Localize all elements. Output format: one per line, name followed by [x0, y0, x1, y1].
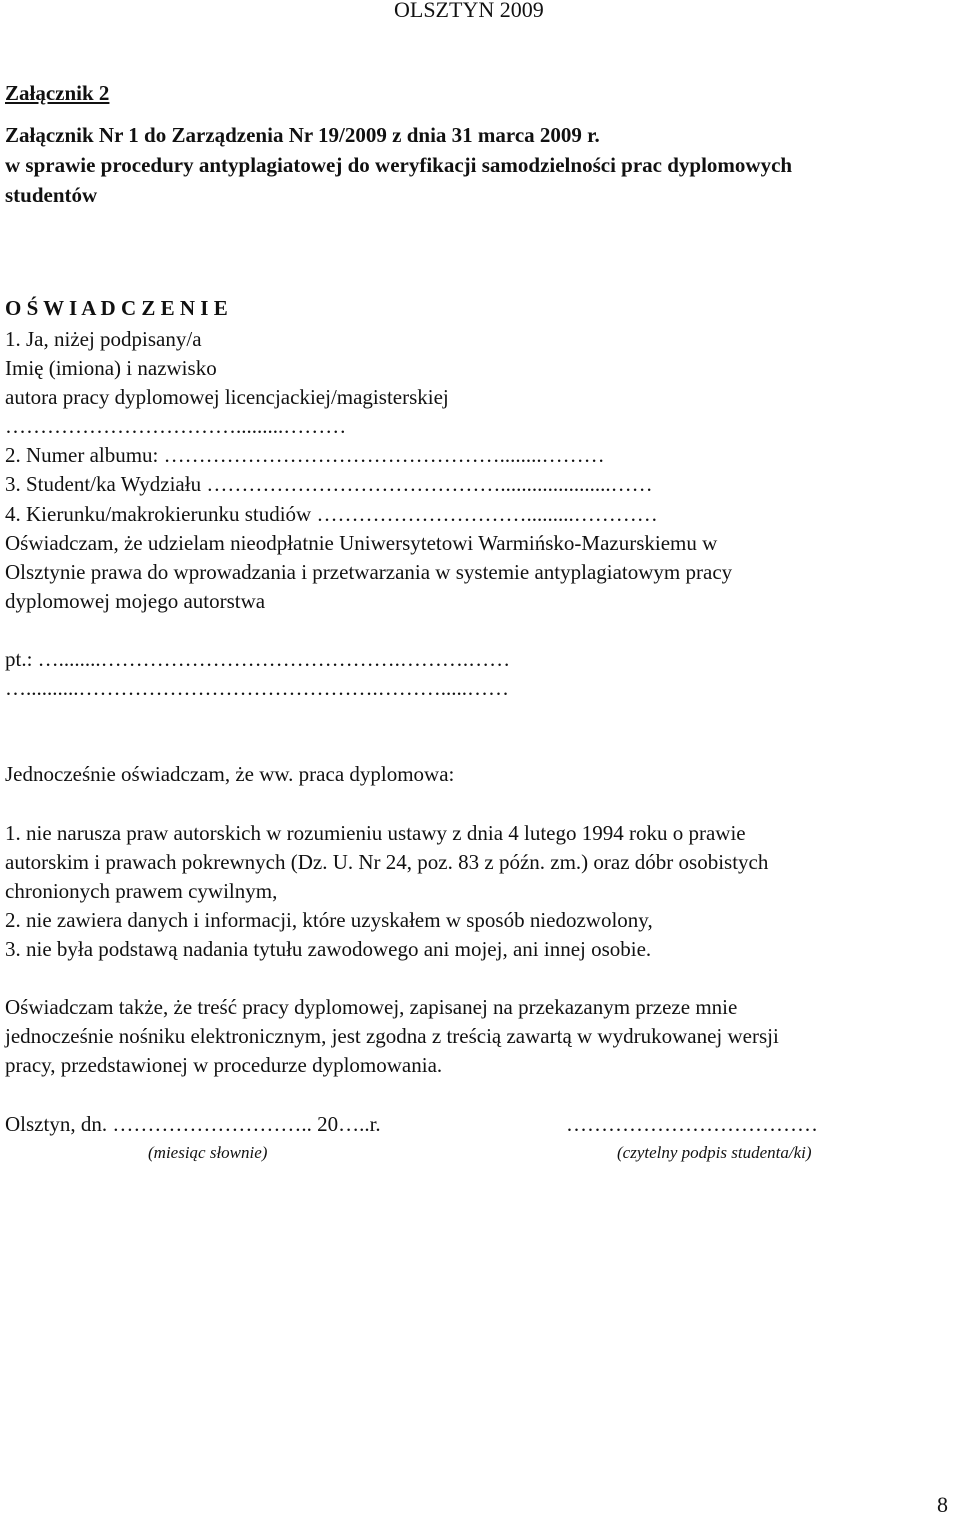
- title-field-dots-1: …........…………………………………….……….……: [37, 647, 511, 671]
- point-1-line-3: chronionych prawem cywilnym,: [5, 879, 278, 903]
- field-1-line-1: 1. Ja, niżej podpisany/a: [5, 327, 202, 351]
- regulation-line-3: studentów: [5, 183, 98, 207]
- title-field-label: pt.:: [5, 647, 33, 671]
- also-line-2: jednocześnie nośniku elektronicznym, jest zgodna z treścią zawartą w wydrukowanej wersji: [5, 1024, 779, 1048]
- field-1-dots: …………………………….........………: [5, 414, 347, 438]
- field-1-line-2: Imię (imiona) i nazwisko: [5, 356, 217, 380]
- title-field-dots-2: …..........…………………………………….……….....……: [5, 676, 509, 700]
- field-3-label: 3. Student/ka Wydziału: [5, 472, 202, 496]
- regulation-line-1: Załącznik Nr 1 do Zarządzenia Nr 19/2009 z dnia 31 marca 2009 r.: [5, 123, 600, 147]
- field-2-dots: …………………………………………........………: [163, 443, 605, 467]
- field-1-line-3: autora pracy dyplomowej licencjackiej/magisterskiej: [5, 385, 449, 409]
- field-3-row: [5, 470, 653, 499]
- place-date-line: Olsztyn, dn. ……………………….. 20…..r.: [5, 1112, 381, 1136]
- signature-note: (czytelny podpis studenta/ki): [617, 1143, 812, 1162]
- also-line-3: pracy, przedstawionej w procedurze dyplomowania.: [5, 1053, 443, 1077]
- statement-line-2: Olsztynie prawa do wprowadzania i przetwarzania w systemie antyplagiatowym pracy: [5, 560, 733, 584]
- simultaneous-statement: Jednocześnie oświadczam, że ww. praca dyplomowa:: [5, 762, 455, 786]
- attachment-title: Załącznik 2: [5, 81, 110, 105]
- signature-dots: ………………………………: [566, 1112, 818, 1136]
- field-4-label: 4. Kierunku/makrokierunku studiów: [5, 502, 312, 526]
- month-note: (miesiąc słownie): [148, 1143, 268, 1162]
- title-field-row: [5, 645, 510, 674]
- field-2-label: 2. Numer albumu:: [5, 443, 159, 467]
- field-4-dots: ………………………….........…………: [316, 502, 658, 526]
- point-2: 2. nie zawiera danych i informacji, które uzyskałem w sposób niedozwolony,: [5, 908, 653, 932]
- statement-line-3: dyplomowej mojego autorstwa: [5, 589, 266, 613]
- declaration-title: O Ś W I A D C Z E N I E: [5, 296, 228, 320]
- regulation-line-2: w sprawie procedury antyplagiatowej do weryfikacji samodzielności prac dyplomowych: [5, 153, 793, 177]
- point-1-line-1: 1. nie narusza praw autorskich w rozumieniu ustawy z dnia 4 lutego 1994 roku o prawie: [5, 821, 746, 845]
- point-1-line-2: autorskim i prawach pokrewnych (Dz. U. Nr 24, poz. 83 z późn. zm.) oraz dóbr osobistych: [5, 850, 769, 874]
- point-3: 3. nie była podstawą nadania tytułu zawodowego ani mojej, ani innej osobie.: [5, 937, 652, 961]
- statement-line-1: Oświadczam, że udzielam nieodpłatnie Uniwersytetowi Warmińsko-Mazurskiemu w: [5, 531, 718, 555]
- field-2-row: [5, 441, 605, 470]
- field-4-row: [5, 500, 658, 529]
- page-number: 8: [937, 1492, 948, 1517]
- field-3-dots: …………………………………….....................……: [206, 472, 653, 496]
- also-line-1: Oświadczam także, że treść pracy dyplomowej, zapisanej na przekazanym przeze mnie: [5, 995, 738, 1019]
- document-header: OLSZTYN 2009: [394, 0, 544, 22]
